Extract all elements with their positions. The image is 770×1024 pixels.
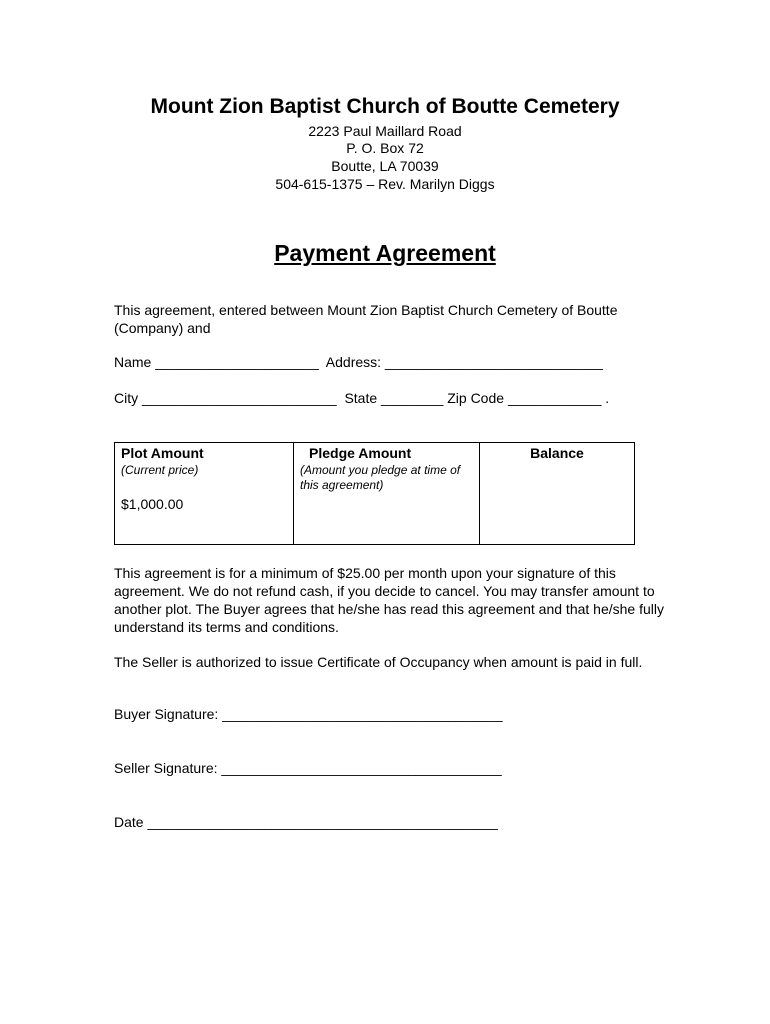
address-line-street: 2223 Paul Maillard Road: [308, 123, 462, 139]
name-blank[interactable]: _____________________: [155, 354, 319, 370]
balance-header: Balance: [530, 445, 584, 461]
pledge-amount-cell[interactable]: [294, 443, 480, 545]
seller-signature-label: Seller Signature:: [114, 760, 218, 776]
plot-amount-header: Plot Amount: [121, 445, 204, 461]
state-label: State: [344, 390, 378, 406]
address-line-city: Boutte, LA 70039: [331, 158, 439, 174]
address-label: Address:: [325, 354, 382, 370]
city-label: City: [114, 390, 139, 406]
state-blank[interactable]: ________: [381, 390, 444, 406]
address-line-phone: 504-615-1375 – Rev. Marilyn Diggs: [275, 176, 495, 192]
amounts-table: [114, 442, 635, 545]
name-address-row: [114, 354, 603, 370]
organization-name: Mount Zion Baptist Church of Boutte Cemetery: [150, 95, 620, 118]
seller-signature-row: [114, 760, 502, 776]
plot-amount-cell: [115, 443, 294, 545]
city-blank[interactable]: _________________________: [142, 390, 337, 406]
buyer-signature-label: Buyer Signature:: [114, 706, 219, 722]
plot-amount-note: (Current price): [121, 463, 199, 477]
zip-blank[interactable]: ____________: [507, 390, 602, 406]
seller-note-paragraph: The Seller is authorized to issue Certificate of Occupancy when amount is paid in full.: [114, 654, 643, 670]
plot-amount-value: $1,000.00: [121, 496, 184, 512]
seller-signature-line[interactable]: ____________________________________: [221, 760, 502, 776]
date-label: Date: [114, 814, 144, 830]
terms-paragraph: This agreement is for a minimum of $25.00 per month upon your signature of this agreement. We do not refund cash, if you decide to cancel. You may transfer amount to another plot. The Buyer agrees that he/she has read this agreement and that he/she fully understand its terms and conditions.: [114, 565, 664, 635]
buyer-signature-row: [114, 706, 503, 722]
zip-trailer: .: [605, 390, 610, 406]
zip-label: Zip Code: [447, 390, 505, 406]
name-label: Name: [114, 354, 152, 370]
document-title: Payment Agreement: [274, 240, 496, 266]
buyer-signature-line[interactable]: ____________________________________: [222, 706, 503, 722]
address-blank[interactable]: ____________________________: [384, 354, 603, 370]
address-line-po-box: P. O. Box 72: [346, 140, 424, 156]
pledge-amount-header: Pledge Amount: [309, 445, 412, 461]
city-state-zip-row: [114, 390, 609, 406]
intro-paragraph: This agreement, entered between Mount Zion Baptist Church Cemetery of Boutte (Company) and: [114, 302, 618, 336]
date-row: [114, 814, 498, 830]
date-line[interactable]: _____________________________________________: [147, 814, 498, 830]
balance-cell[interactable]: [480, 443, 635, 545]
pledge-amount-note: (Amount you pledge at time of this agreement): [300, 463, 461, 492]
